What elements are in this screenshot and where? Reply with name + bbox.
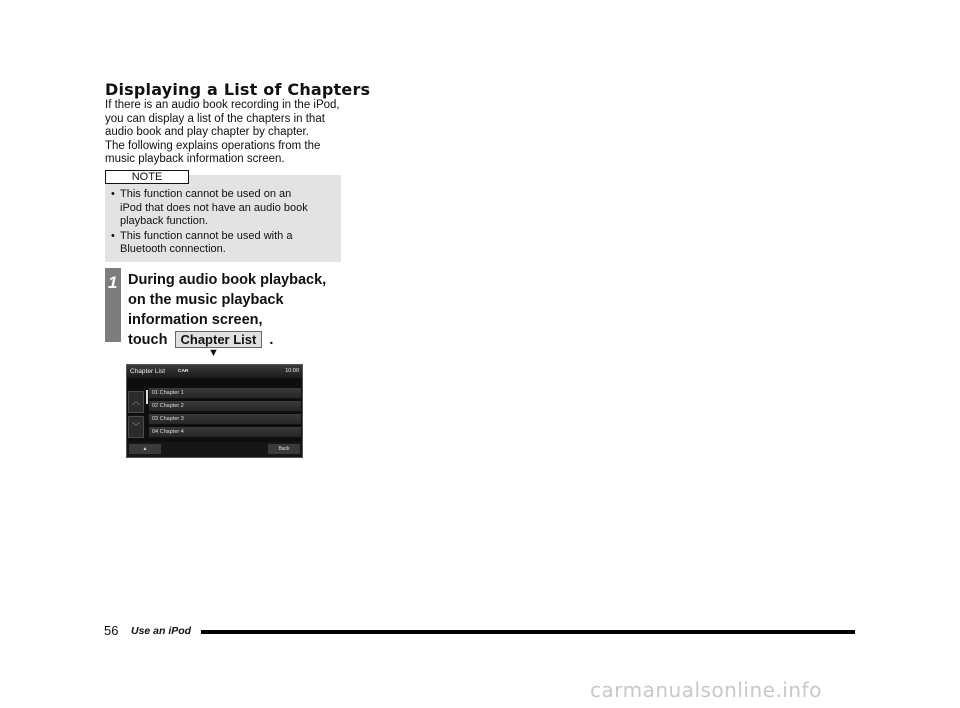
- intro-line: audio book and play chapter by chapter.: [105, 126, 309, 139]
- screen-source-badge: CAR: [178, 369, 189, 374]
- step-line: [128, 330, 326, 350]
- screen-bottom-bar: [127, 442, 302, 457]
- screen-clock: 10:00: [285, 368, 299, 374]
- chapter-row[interactable]: 01 Chapter 1: [149, 388, 301, 399]
- note-line: Bluetooth connection.: [120, 243, 226, 255]
- scroll-down-button[interactable]: [128, 416, 144, 438]
- step-line: During audio book playback,: [128, 272, 327, 288]
- page-number: 56: [104, 623, 119, 638]
- chapter-row[interactable]: 02 Chapter 2: [149, 401, 301, 412]
- chevron-down-icon: ﹀: [132, 422, 140, 431]
- chapter-row[interactable]: 04 Chapter 4: [149, 427, 301, 438]
- note-label: NOTE: [105, 170, 189, 184]
- intro-paragraph: [105, 99, 345, 167]
- chevron-up-icon: ︿: [132, 397, 140, 406]
- screen-title-bar: [127, 365, 302, 378]
- intro-line: If there is an audio book recording in the iPod,: [105, 99, 340, 111]
- footer-rule: [201, 630, 855, 634]
- chapter-row[interactable]: 03 Chapter 3: [149, 414, 301, 425]
- note-bullet: [110, 188, 338, 229]
- bullet-dot: •: [111, 229, 115, 242]
- note-bullet: [110, 230, 338, 257]
- intro-line: you can display a list of the chapters in that: [105, 112, 325, 125]
- step-number: 1: [108, 273, 118, 292]
- note-line: This function cannot be used with a: [120, 229, 293, 242]
- step-end-punct: .: [269, 332, 274, 348]
- section-name: Use an iPod: [131, 625, 192, 637]
- page-heading: Displaying a List of Chapters: [105, 80, 371, 99]
- chapter-list-screenshot: [126, 364, 303, 458]
- up-button[interactable]: ▲: [129, 444, 161, 454]
- chapter-list-key: Chapter List: [175, 331, 263, 348]
- screen-title: Chapter List: [130, 368, 166, 375]
- step-line: on the music playback: [128, 292, 284, 308]
- note-list: [110, 188, 338, 258]
- note-line: playback function.: [120, 215, 209, 227]
- arrow-down-icon: ▼: [208, 347, 219, 359]
- scroll-up-button[interactable]: [128, 391, 144, 413]
- watermark: carmanualsonline.info: [590, 678, 822, 702]
- note-line: This function cannot be used on an: [120, 188, 292, 200]
- scrollbar-handle[interactable]: [146, 390, 148, 404]
- bullet-dot: •: [111, 188, 115, 200]
- back-button[interactable]: Back: [268, 444, 300, 454]
- step-line: information screen,: [128, 312, 263, 328]
- note-line: iPod that does not have an audio book: [120, 201, 308, 214]
- step-instruction: [128, 270, 326, 350]
- intro-line: The following explains operations from the: [105, 139, 321, 152]
- touch-word: touch: [128, 332, 168, 348]
- intro-line: music playback information screen.: [105, 153, 285, 166]
